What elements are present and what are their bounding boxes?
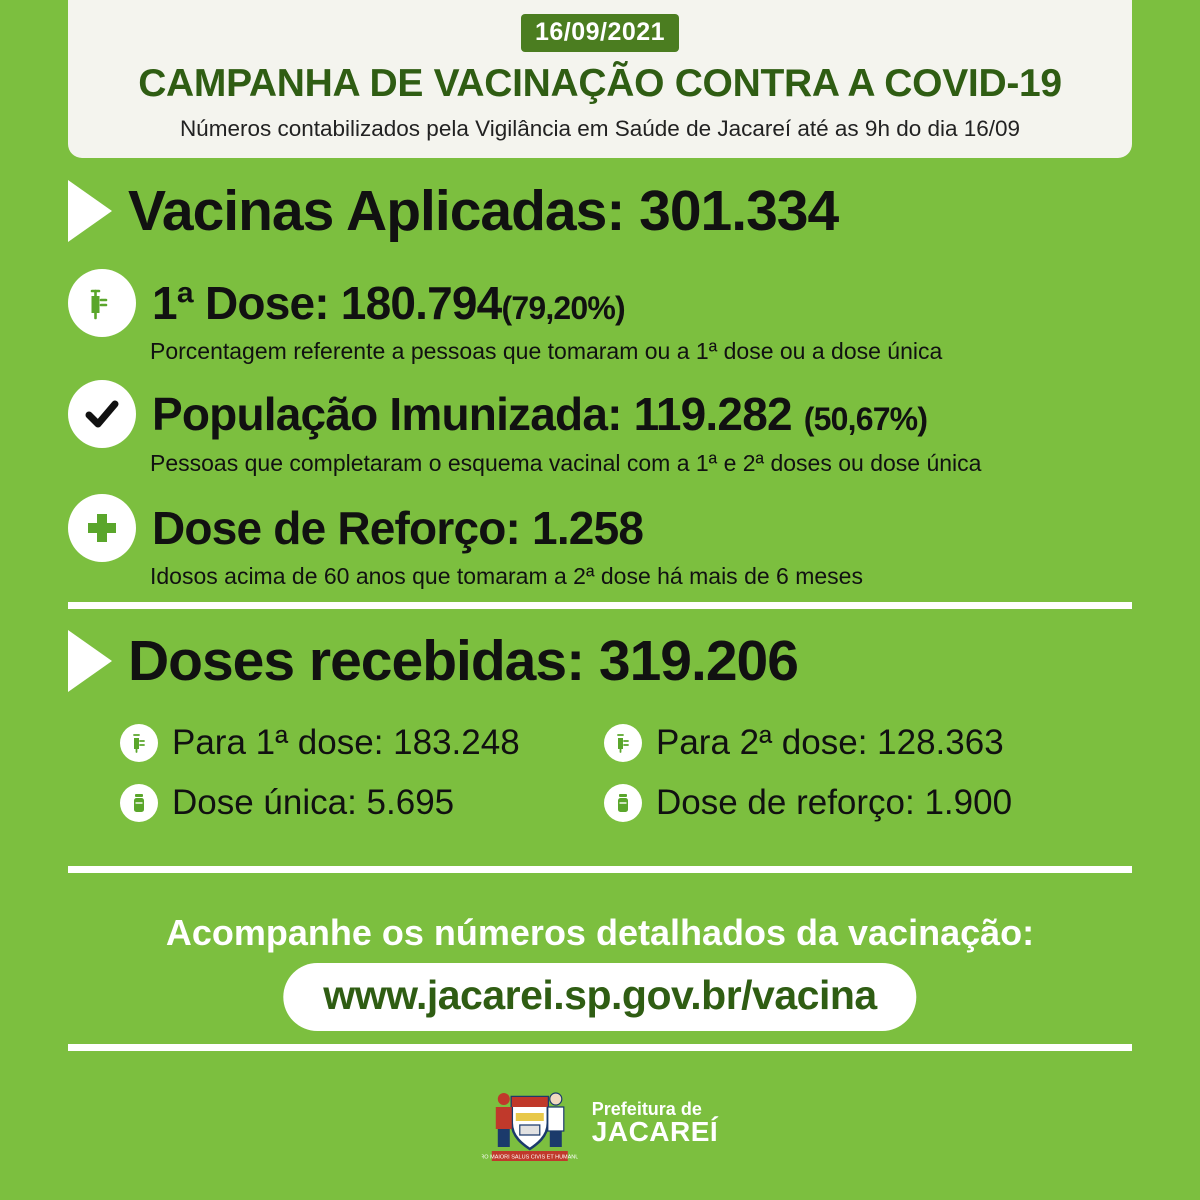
- received-item-booster: [604, 783, 1012, 823]
- received-item-second-dose: [604, 723, 1004, 763]
- immunized-label: População Imunizada:: [152, 388, 622, 440]
- received-item-first-dose: [120, 723, 520, 763]
- received-item-label: Para 2ª dose: 128.363: [656, 723, 1004, 762]
- received-item-label: Para 1ª dose: 183.248: [172, 723, 520, 762]
- received-headline-value: 319.206: [598, 629, 798, 693]
- booster-line: [152, 501, 643, 555]
- booster-note: Idosos acima de 60 anos que tomaram a 2ª dose há mais de 6 meses: [150, 563, 863, 589]
- vial-icon: [120, 784, 158, 822]
- immunized-note: Pessoas que completaram o esquema vacinal com a 1ª e 2ª doses ou dose única: [150, 450, 982, 476]
- immunized-line: [152, 387, 927, 441]
- first-dose-percent: (79,20%): [501, 290, 625, 326]
- header-card: [68, 0, 1132, 158]
- received-item-single-dose: [120, 783, 454, 823]
- received-item-label: Dose de reforço: 1.900: [656, 783, 1013, 822]
- svg-text:PRO MAIORI SALUS CIVIS ET HUMA: PRO MAIORI SALUS CIVIS ET HUMANUS: [481, 1154, 578, 1161]
- row-first-dose: [68, 269, 625, 337]
- row-booster: [68, 494, 643, 562]
- brand-line-1: Prefeitura de: [591, 1099, 702, 1120]
- divider-bottom: [68, 1044, 1132, 1051]
- received-headline: [128, 628, 798, 694]
- booster-value: 1.258: [532, 502, 644, 554]
- row-immunized: [68, 380, 927, 448]
- first-dose-label: 1ª Dose:: [152, 277, 329, 329]
- divider-middle: [68, 866, 1132, 873]
- website-url[interactable]: www.jacarei.sp.gov.br/vacina: [283, 963, 916, 1031]
- booster-label: Dose de Reforço:: [152, 502, 521, 554]
- applied-headline-value: 301.334: [639, 179, 839, 243]
- plus-icon: [68, 494, 136, 562]
- syringe-icon: [68, 269, 136, 337]
- vial-icon: [604, 784, 642, 822]
- triangle-bullet-icon: [68, 630, 112, 692]
- brand-logo: [482, 1073, 718, 1174]
- page-title: CAMPANHA DE VACINAÇÃO CONTRA A COVID-19: [138, 62, 1062, 105]
- immunized-value: 119.282: [633, 388, 792, 440]
- divider-top: [68, 602, 1132, 609]
- first-dose-note: Porcentagem referente a pessoas que tomaram ou a 1ª dose ou a dose única: [150, 338, 943, 364]
- header-subtitle: Números contabilizados pela Vigilância em Saúde de Jacareí até as 9h do dia 16/09: [179, 115, 1021, 141]
- triangle-bullet-icon: [68, 180, 112, 242]
- first-dose-value: 180.794: [340, 277, 502, 329]
- date-badge: 16/09/2021: [521, 14, 679, 52]
- applied-headline-label: Vacinas Aplicadas:: [128, 179, 625, 243]
- immunized-percent: (50,67%): [803, 401, 928, 437]
- brand-text: [592, 1100, 718, 1147]
- jacarei-coat-of-arms-icon: [482, 1073, 578, 1174]
- applied-headline-row: [68, 178, 838, 244]
- applied-headline: [128, 178, 838, 244]
- check-icon: [68, 380, 136, 448]
- first-dose-line: [152, 276, 625, 330]
- brand-line-2: JACAREÍ: [591, 1116, 719, 1148]
- received-item-label: Dose única: 5.695: [172, 783, 455, 822]
- follow-text: Acompanhe os números detalhados da vacinação:: [165, 912, 1035, 953]
- syringe-icon: [120, 724, 158, 762]
- syringe-icon: [604, 724, 642, 762]
- received-headline-row: [68, 628, 798, 694]
- received-headline-label: Doses recebidas:: [128, 629, 585, 693]
